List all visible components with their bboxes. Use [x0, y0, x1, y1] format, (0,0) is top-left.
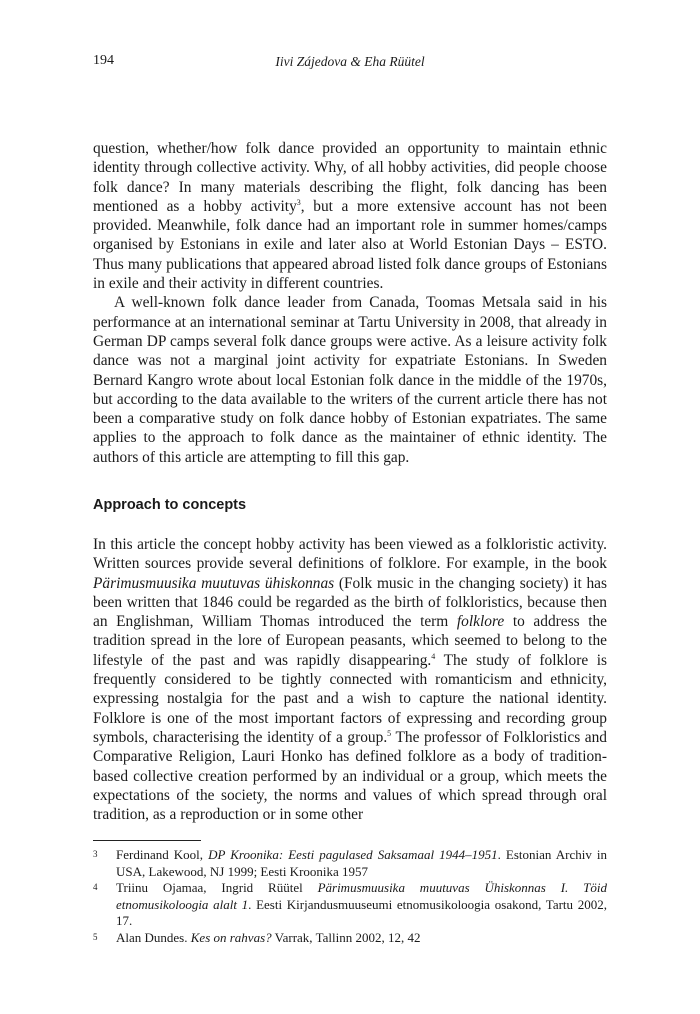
footnote-ref-4[interactable]: 4: [431, 651, 436, 661]
footnote-3: [93, 847, 607, 880]
footnote-number: 3: [93, 849, 98, 859]
footnote-text: Alan Dundes. Kes on rahvas? Varrak, Tallinn 2002, 12, 42: [116, 929, 421, 945]
footnote-separator: [93, 840, 201, 841]
footnote-4: [93, 880, 607, 930]
footnote-text: Triinu Ojamaa, Ingrid Rüütel Pärimusmuusika muutuvas Ühiskonnas I. Töid etnomusikoloogia alalt 1. Eesti Kirjandusmuuseumi etnomusikoloogia osakond, Tartu 2002, 17.: [116, 880, 607, 929]
footnote-text: Ferdinand Kool, DP Kroonika: Eesti pagulased Saksamaal 1944–1951. Estonian Archiv in USA, Lakewood, NJ 1999; Eesti Kroonika 1957: [116, 847, 607, 879]
footnotes: [93, 847, 607, 947]
footnote-ref-5[interactable]: 5: [387, 728, 392, 738]
paragraph-2: A well-known folk dance leader from Canada, Toomas Metsala said in his performance at an international seminar at Tartu University in 2008, that already in German DP camps several folk dance groups were active. As a leisure activity folk dance was not a marginal joint activity for expatriate Estonians. In Sweden Bernard Kangro wrote about local Estonian folk dance in the middle of the 1970s, but according to the data available to the writers of the current article there has not been a comparative study on folk dance hobby of Estonian expatriates. The same applies to the approach to folk dance as the maintainer of ethnic identity. The authors of this article are attempting to fill this gap.: [93, 294, 607, 466]
body-text-block-2: [93, 535, 607, 824]
page-number: 194: [93, 53, 114, 68]
footnote-5: [93, 930, 607, 947]
running-header: [93, 53, 607, 75]
book-title: Pärimusmuusika muutuvas ühiskonnas: [93, 574, 335, 592]
footnote-ref-3[interactable]: 3: [296, 197, 301, 207]
paragraph-1: question, whether/how folk dance provided an opportunity to maintain ethnic identity through collective activity. Why, of all hobby activities, did people choose folk dance? In many materials describing the flight, folk dancing has been mentioned as a hobby activity$^3$, but a more extensive account has not been provided. Meanwhile, folk dance had an important role in summer homes/camps organised by Estonians in exile and later also at World Estonian Days – ESTO. Thus many publications that appeared abroad listed folk dance groups of Estonians in exile and their activity in different countries.: [93, 140, 607, 293]
footnote-number: 4: [93, 882, 98, 893]
footnote-number: 5: [93, 931, 98, 942]
section-heading: Approach to concepts: [93, 497, 247, 513]
paragraph-3: In this article the concept hobby activity has been viewed as a folkloristic activity. Written sources provide several definitions of folklore. For example, in the book Pärimusmuusika muutuvas ühiskonnas (Folk music in the changing society) it has been written that 1846 could be regarded as the birth of folkloristics, because then an Englishman, William Thomas introduced the term folklore to address the tradition spread in the lore of European peasants, which seemed to belong to the lifestyle of the past and was rapidly disappearing.$^4$ The study of folklore is frequently considered to be tightly connected with romanticism and ethnicity, expressing nostalgia for the past and a wish to capture the national identity. Folklore is one of the most important factors of expressing and recording group symbols, characterising the identity of a group.$^5$ The professor of Folkloristics and Comparative Religion, Lauri Honko has defined folklore as a body of tradition-based collective creation performed by an individual or a group, which meets the expectations of the society, the norms and values of which spread through oral tradition, as a reproduction or in some other: [93, 536, 608, 824]
running-title: Iivi Zájedova & Eha Rüütel: [275, 54, 425, 69]
body-text-block-1: [93, 139, 607, 467]
term-folklore: folklore: [456, 613, 505, 631]
